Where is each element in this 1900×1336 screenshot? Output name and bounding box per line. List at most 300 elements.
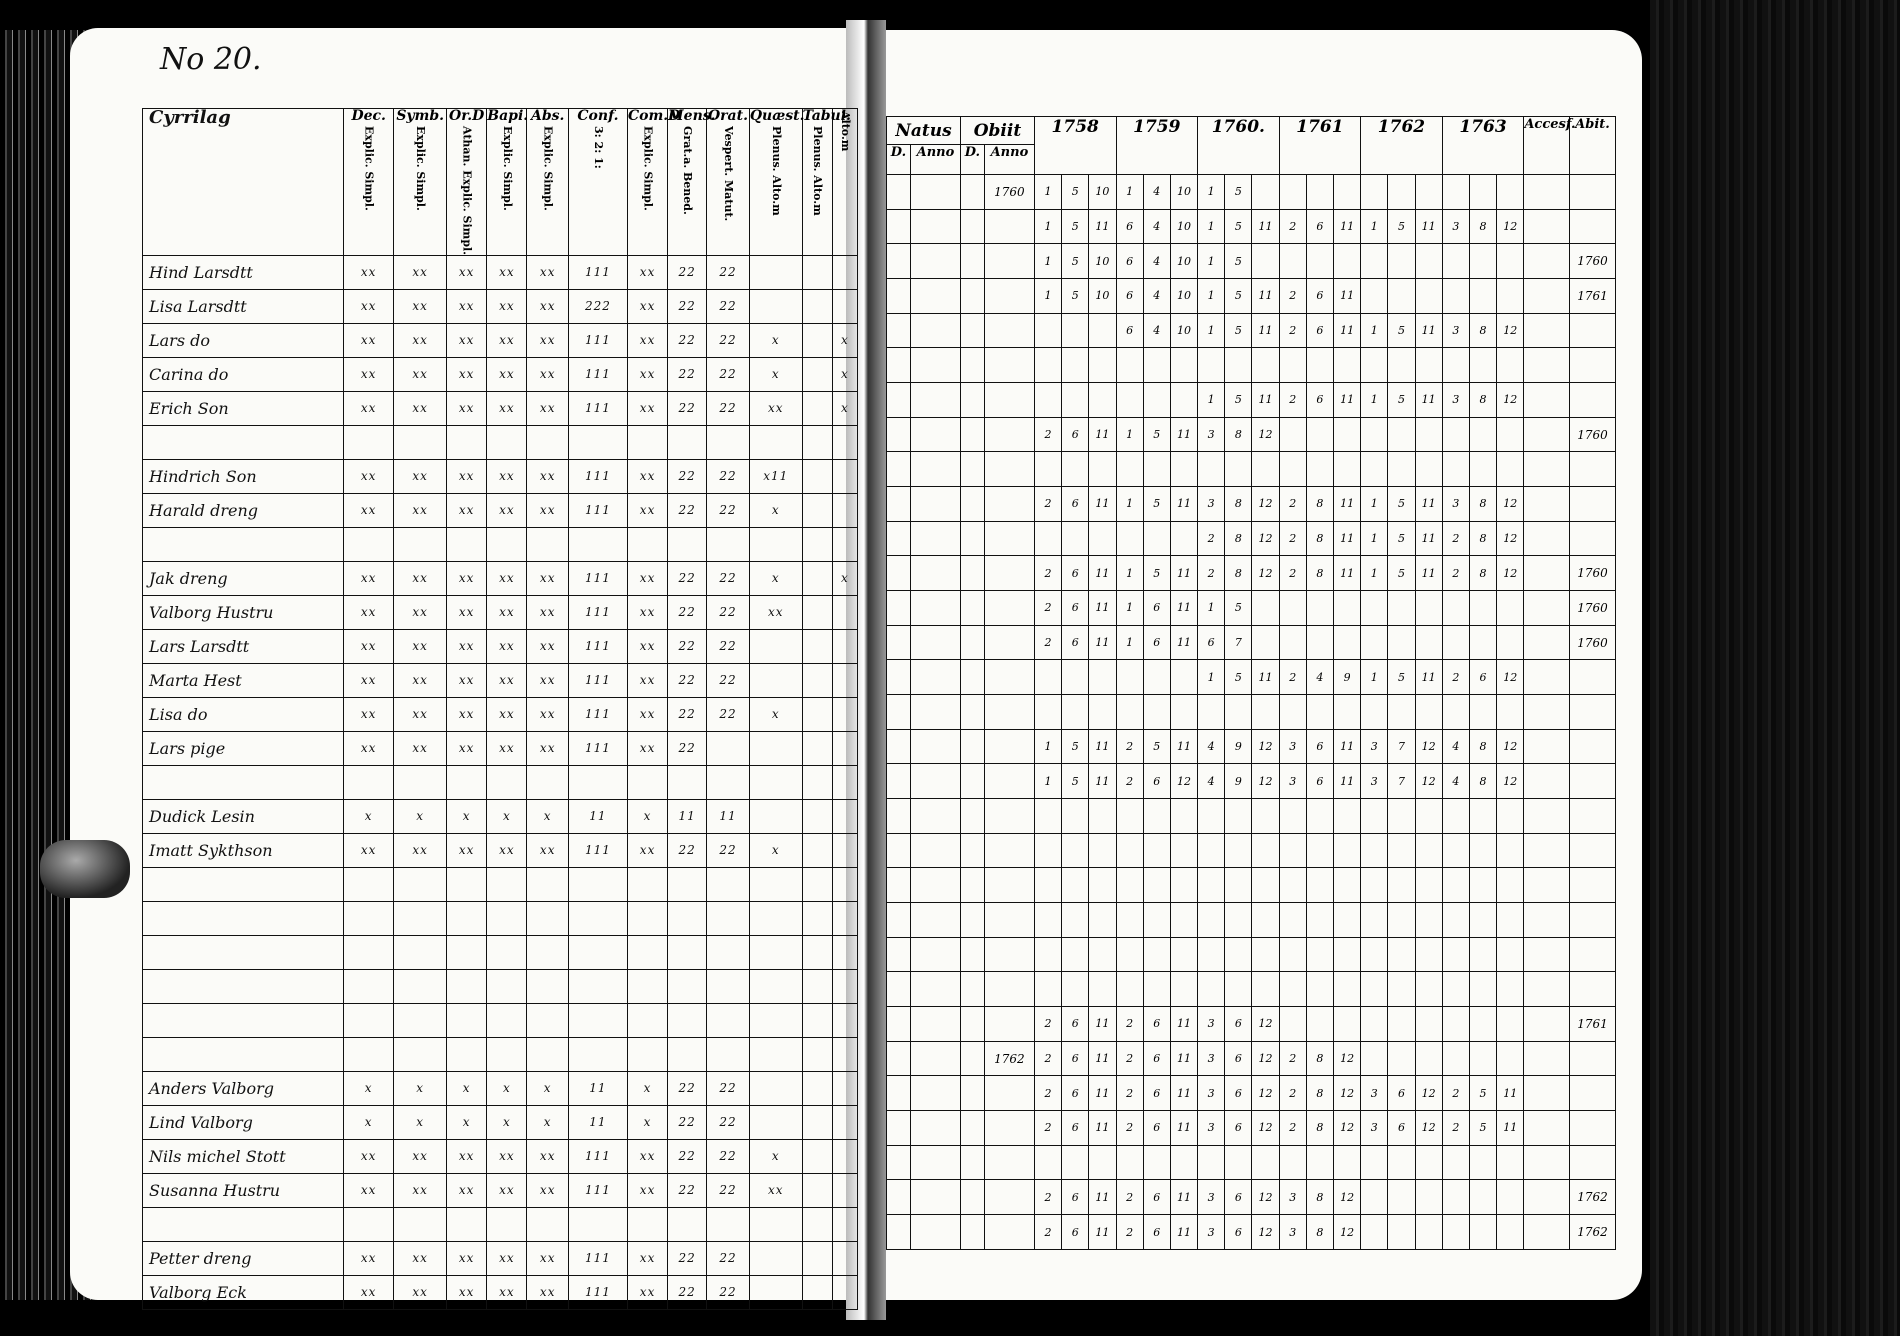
mark-cell (344, 1037, 394, 1071)
mark-cell: 222 (568, 289, 627, 323)
exam-mark (1225, 903, 1252, 938)
mark-cell (447, 867, 487, 901)
exam-mark (1225, 1145, 1252, 1180)
mark-cell: xx (344, 1275, 394, 1309)
exam-mark (1361, 1041, 1388, 1076)
mark-cell: xx (527, 1173, 568, 1207)
exam-mark (1225, 937, 1252, 972)
obiit-day (960, 1111, 984, 1146)
mark-cell: xx (627, 255, 667, 289)
mark-cell (568, 867, 627, 901)
mark-cell (394, 935, 447, 969)
mark-cell: xx (394, 459, 447, 493)
natus-day (887, 972, 911, 1007)
mark-cell (802, 799, 832, 833)
exam-mark: 1 (1198, 279, 1225, 314)
mark-cell: xx (627, 833, 667, 867)
exam-mark (1062, 1145, 1089, 1180)
exam-mark (1388, 348, 1415, 383)
exam-mark (1442, 279, 1469, 314)
table-row (887, 1007, 1616, 1042)
mark-cell: xx (487, 833, 527, 867)
exam-mark (1034, 833, 1061, 868)
mark-cell (344, 765, 394, 799)
exam-mark (1497, 175, 1524, 210)
exam-mark: 11 (1089, 1007, 1116, 1042)
mark-cell: xx (447, 731, 487, 765)
exam-mark (1170, 868, 1197, 903)
table-row (887, 695, 1616, 730)
abiit-cell (1570, 348, 1616, 383)
exam-mark: 11 (1334, 556, 1361, 591)
mark-cell: xx (344, 323, 394, 357)
exam-mark: 12 (1497, 383, 1524, 418)
exam-mark (1225, 868, 1252, 903)
name-column-header: Cyrrilag (143, 109, 344, 256)
exam-mark (1306, 937, 1333, 972)
obiit-year (984, 521, 1034, 556)
mark-cell (568, 527, 627, 561)
exam-mark: 12 (1252, 417, 1279, 452)
mark-cell: xx (394, 391, 447, 425)
mark-cell: xx (344, 561, 394, 595)
mark-cell: 111 (568, 595, 627, 629)
exam-mark (1089, 348, 1116, 383)
exam-mark (1252, 937, 1279, 972)
mark-cell (394, 969, 447, 1003)
mark-cell (802, 391, 832, 425)
mark-cell (344, 425, 394, 459)
mark-cell: xx (344, 595, 394, 629)
mark-cell: 22 (707, 1241, 750, 1275)
exam-mark: 5 (1062, 209, 1089, 244)
exam-mark (1170, 972, 1197, 1007)
exam-mark: 11 (1170, 1007, 1197, 1042)
exam-mark (1334, 972, 1361, 1007)
exam-mark: 2 (1279, 660, 1306, 695)
natus-day (887, 348, 911, 383)
exam-mark (1497, 591, 1524, 626)
column-header (668, 108, 716, 256)
exam-mark: 2 (1034, 1180, 1061, 1215)
natus-year (910, 868, 960, 903)
natus-day (887, 1007, 911, 1042)
exam-mark (1415, 833, 1442, 868)
exam-mark: 6 (1225, 1215, 1252, 1250)
obiit-year (984, 383, 1034, 418)
abiit-cell (1570, 833, 1616, 868)
exam-mark: 6 (1225, 1180, 1252, 1215)
exam-mark: 2 (1279, 383, 1306, 418)
mark-cell: xx (527, 595, 568, 629)
exam-mark: 3 (1198, 1076, 1225, 1111)
exam-mark (1388, 833, 1415, 868)
exam-mark (1170, 521, 1197, 556)
mark-cell: xx (394, 731, 447, 765)
mark-cell: 22 (668, 697, 707, 731)
mark-cell (447, 969, 487, 1003)
exam-mark: 6 (1306, 729, 1333, 764)
mark-cell (394, 765, 447, 799)
exam-mark (1306, 972, 1333, 1007)
table-row (887, 279, 1616, 314)
exam-mark: 8 (1306, 1041, 1333, 1076)
mark-cell: xx (527, 459, 568, 493)
exam-mark: 8 (1306, 1215, 1333, 1250)
mark-cell (568, 425, 627, 459)
mark-cell: 22 (668, 1105, 707, 1139)
mark-cell (832, 867, 857, 901)
abiit-cell (1570, 209, 1616, 244)
exam-mark: 5 (1143, 417, 1170, 452)
mark-cell (749, 289, 802, 323)
table-row (887, 660, 1616, 695)
mark-cell: xx (749, 595, 802, 629)
exam-mark: 10 (1089, 175, 1116, 210)
mark-cell (832, 527, 857, 561)
exam-mark (1497, 972, 1524, 1007)
mark-cell (487, 935, 527, 969)
mark-cell: x (447, 799, 487, 833)
exam-mark: 2 (1116, 1076, 1143, 1111)
exam-mark (1306, 1145, 1333, 1180)
obiit-year (984, 937, 1034, 972)
exam-mark (1497, 348, 1524, 383)
exam-mark: 6 (1306, 313, 1333, 348)
accessit-cell (1524, 1076, 1570, 1111)
obiit-year (984, 695, 1034, 730)
natus-year (910, 1215, 960, 1250)
table-row (143, 629, 858, 663)
exam-mark: 4 (1143, 175, 1170, 210)
mark-cell (749, 969, 802, 1003)
exam-mark: 6 (1143, 1180, 1170, 1215)
exam-mark: 6 (1143, 1215, 1170, 1250)
mark-cell: 22 (707, 629, 750, 663)
mark-cell: 111 (568, 833, 627, 867)
mark-cell: xx (487, 629, 527, 663)
column-subtitle: Explic. Simpl. (500, 125, 514, 211)
exam-mark (1198, 868, 1225, 903)
exam-mark: 1 (1034, 209, 1061, 244)
exam-mark (1034, 313, 1061, 348)
mark-cell (668, 867, 707, 901)
exam-mark (1279, 903, 1306, 938)
mark-cell (802, 1037, 832, 1071)
person-name: Hindrich Son (143, 459, 344, 493)
natus-year (910, 972, 960, 1007)
exam-mark: 6 (1116, 279, 1143, 314)
person-name: Lars Larsdtt (143, 629, 344, 663)
mark-cell (749, 901, 802, 935)
mark-cell: xx (487, 493, 527, 527)
exam-mark (1334, 903, 1361, 938)
mark-cell (568, 901, 627, 935)
mark-cell: 22 (668, 629, 707, 663)
exam-mark (1062, 660, 1089, 695)
table-row (887, 417, 1616, 452)
exam-mark (1306, 348, 1333, 383)
accessit-cell (1524, 417, 1570, 452)
natus-day (887, 1111, 911, 1146)
column-title: Bapi. (487, 108, 529, 124)
exam-mark: 12 (1252, 1041, 1279, 1076)
exam-mark: 4 (1143, 279, 1170, 314)
exam-mark: 12 (1415, 1076, 1442, 1111)
exam-mark: 11 (1170, 1215, 1197, 1250)
mark-cell: 22 (707, 1105, 750, 1139)
mark-cell (447, 935, 487, 969)
person-name: Lars do (143, 323, 344, 357)
exam-mark (1116, 799, 1143, 834)
exam-mark (1089, 937, 1116, 972)
column-title: Or.D (449, 108, 485, 124)
exam-mark (1170, 660, 1197, 695)
mark-cell: xx (447, 391, 487, 425)
mark-cell (749, 765, 802, 799)
obiit-day (960, 1041, 984, 1076)
exam-mark (1469, 1007, 1496, 1042)
exam-mark: 11 (1089, 729, 1116, 764)
mark-cell (527, 527, 568, 561)
mark-cell: xx (527, 697, 568, 731)
table-row (143, 425, 858, 459)
column-subtitle: Vespert. Matut. (722, 125, 736, 221)
obiit-day (960, 591, 984, 626)
exam-mark (1469, 452, 1496, 487)
natus-year (910, 937, 960, 972)
exam-mark (1034, 695, 1061, 730)
exam-mark (1279, 972, 1306, 1007)
exam-mark: 1 (1198, 313, 1225, 348)
exam-mark (1306, 868, 1333, 903)
obiit-year (984, 591, 1034, 626)
accessit-cell (1524, 799, 1570, 834)
mark-cell: 111 (568, 697, 627, 731)
mark-cell (802, 357, 832, 391)
exam-mark (1497, 937, 1524, 972)
exam-mark: 6 (1143, 625, 1170, 660)
exam-mark: 7 (1225, 625, 1252, 660)
exam-mark: 12 (1252, 1180, 1279, 1215)
table-row (887, 244, 1616, 279)
exam-mark: 3 (1279, 1180, 1306, 1215)
exam-mark: 3 (1198, 417, 1225, 452)
mark-cell: 22 (707, 255, 750, 289)
mark-cell: xx (627, 459, 667, 493)
obiit-day (960, 937, 984, 972)
exam-mark: 3 (1442, 209, 1469, 244)
natus-day (887, 1215, 911, 1250)
mark-cell (568, 969, 627, 1003)
natus-year (910, 417, 960, 452)
column-header (344, 109, 394, 256)
abiit-cell: 1761 (1570, 1007, 1616, 1042)
exam-mark (1089, 833, 1116, 868)
exam-mark (1334, 591, 1361, 626)
exam-mark (1034, 799, 1061, 834)
mark-cell: 111 (568, 459, 627, 493)
mark-cell (707, 969, 750, 1003)
exam-mark (1116, 383, 1143, 418)
exam-mark (1279, 244, 1306, 279)
obiit-day (960, 903, 984, 938)
exam-mark (1361, 591, 1388, 626)
exam-mark (1252, 695, 1279, 730)
exam-mark: 2 (1116, 1180, 1143, 1215)
natus-year (910, 383, 960, 418)
exam-mark (1143, 695, 1170, 730)
mark-cell (802, 663, 832, 697)
mark-cell: xx (527, 289, 568, 323)
mark-cell: 22 (707, 663, 750, 697)
mark-cell: 111 (568, 391, 627, 425)
natus-year (910, 313, 960, 348)
exam-mark: 11 (1089, 417, 1116, 452)
exam-mark: 8 (1225, 417, 1252, 452)
mark-cell (832, 1071, 857, 1105)
exam-mark: 1 (1198, 591, 1225, 626)
accessit-cell (1524, 729, 1570, 764)
person-name (143, 901, 344, 935)
mark-cell: 22 (668, 1241, 707, 1275)
mark-cell (749, 1071, 802, 1105)
year-header: 1758 (1034, 117, 1116, 175)
mark-cell (749, 255, 802, 289)
mark-cell (749, 1037, 802, 1071)
mark-cell (487, 527, 527, 561)
table-row (887, 1145, 1616, 1180)
exam-mark: 6 (1116, 209, 1143, 244)
natus-day (887, 521, 911, 556)
exam-mark (1469, 833, 1496, 868)
exam-mark: 2 (1034, 625, 1061, 660)
exam-mark: 3 (1442, 313, 1469, 348)
mark-cell: xx (344, 629, 394, 663)
natus-year (910, 452, 960, 487)
exam-mark: 11 (1252, 279, 1279, 314)
exam-mark (1170, 452, 1197, 487)
exam-mark (1252, 175, 1279, 210)
mark-cell: xx (627, 1241, 667, 1275)
mark-cell: xx (447, 833, 487, 867)
exam-mark: 11 (1334, 383, 1361, 418)
exam-mark: 8 (1469, 313, 1496, 348)
exam-mark: 4 (1442, 729, 1469, 764)
exam-mark: 2 (1116, 1007, 1143, 1042)
natus-day (887, 244, 911, 279)
exam-mark: 5 (1469, 1111, 1496, 1146)
mark-cell (749, 1003, 802, 1037)
exam-mark (1497, 417, 1524, 452)
exam-mark (1252, 591, 1279, 626)
mark-cell: xx (627, 595, 667, 629)
exam-mark (1225, 833, 1252, 868)
exam-mark (1334, 175, 1361, 210)
exam-mark (1497, 695, 1524, 730)
exam-mark: 11 (1334, 729, 1361, 764)
exam-mark: 11 (1170, 591, 1197, 626)
exam-mark: 1 (1116, 175, 1143, 210)
exam-mark: 5 (1062, 279, 1089, 314)
exam-mark: 6 (1116, 244, 1143, 279)
accessit-cell (1524, 452, 1570, 487)
exam-mark: 2 (1442, 1111, 1469, 1146)
exam-mark: 5 (1062, 764, 1089, 799)
exam-mark: 1 (1361, 521, 1388, 556)
exam-mark: 11 (1170, 625, 1197, 660)
mark-cell (802, 255, 832, 289)
mark-cell: xx (394, 289, 447, 323)
mark-cell (627, 1037, 667, 1071)
mark-cell (832, 459, 857, 493)
exam-mark (1388, 625, 1415, 660)
mark-cell (668, 425, 707, 459)
exam-mark (1306, 625, 1333, 660)
person-name (143, 1003, 344, 1037)
exam-mark (1497, 903, 1524, 938)
mark-cell (627, 901, 667, 935)
person-name: Dudick Lesin (143, 799, 344, 833)
mark-cell (527, 901, 568, 935)
mark-cell (707, 1003, 750, 1037)
accessit-cell (1524, 591, 1570, 626)
mark-cell: xx (447, 289, 487, 323)
obiit-day (960, 244, 984, 279)
mark-cell: x (749, 493, 802, 527)
natus-day (887, 1041, 911, 1076)
obiit-day (960, 1076, 984, 1111)
exam-mark (1062, 937, 1089, 972)
exam-mark: 6 (1143, 1041, 1170, 1076)
exam-mark (1361, 937, 1388, 972)
exam-mark: 11 (1170, 729, 1197, 764)
table-row (887, 591, 1616, 626)
exam-mark: 6 (1198, 625, 1225, 660)
accessit-cell (1524, 972, 1570, 1007)
exam-mark (1334, 833, 1361, 868)
exam-mark (1415, 452, 1442, 487)
abiit-cell (1570, 868, 1616, 903)
exam-mark: 2 (1442, 521, 1469, 556)
natus-day (887, 660, 911, 695)
exam-mark: 6 (1306, 279, 1333, 314)
mark-cell: x (749, 1139, 802, 1173)
exam-mark (1225, 972, 1252, 1007)
mark-cell: 22 (707, 459, 750, 493)
exam-mark: 6 (1225, 1007, 1252, 1042)
mark-cell: 22 (668, 731, 707, 765)
exam-mark (1442, 1041, 1469, 1076)
abiit-cell: 1760 (1570, 244, 1616, 279)
exam-mark: 11 (1334, 279, 1361, 314)
mark-cell: xx (627, 493, 667, 527)
column-header (527, 109, 568, 256)
mark-cell: 22 (668, 561, 707, 595)
exam-mark: 11 (1334, 313, 1361, 348)
mark-cell: x (527, 1071, 568, 1105)
exam-mark (1143, 833, 1170, 868)
exam-mark (1497, 1180, 1524, 1215)
exam-mark: 11 (1089, 764, 1116, 799)
exam-mark: 9 (1225, 729, 1252, 764)
exam-mark: 2 (1442, 556, 1469, 591)
natus-day (887, 729, 911, 764)
table-row (143, 1071, 858, 1105)
mark-cell (487, 901, 527, 935)
exam-mark: 4 (1143, 244, 1170, 279)
table-row (143, 1207, 858, 1241)
